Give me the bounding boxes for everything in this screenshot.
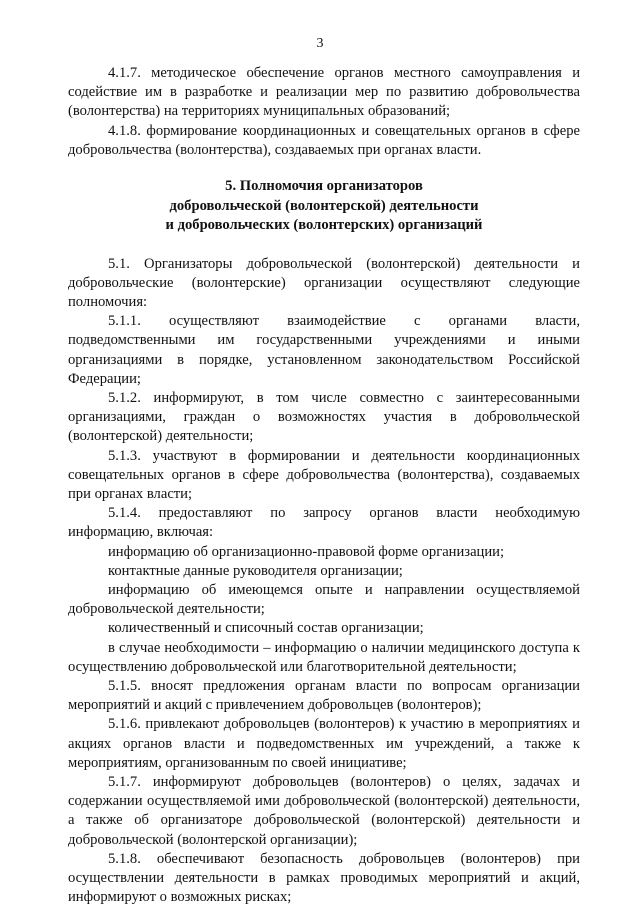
document-body: [68, 64, 580, 907]
paragraph-5-1: 5.1. Организаторы добровольческой (волонтерской) деятельности и добровольческие (волонтерские) организации осуществляют следующие полномочия:: [68, 255, 580, 310]
list-item-experience: информацию об имеющемся опыте и направлении осуществляемой добровольческой деятельности;: [68, 581, 580, 618]
page-number: 3: [316, 36, 324, 51]
paragraph-4-1-8: 4.1.8. формирование координационных и совещательных органов в сфере добровольчества (волонтерства), создаваемых при органах власти.: [68, 122, 580, 158]
paragraph-5-1-2: 5.1.2. информируют, в том числе совместно с заинтересованными организациями, граждан о возможностях участия в добровольческой (волонтерской) деятельности;: [68, 389, 580, 445]
paragraph-5-1-1: 5.1.1. осуществляют взаимодействие с органами власти, подведомственными им государственными учреждениями и иными организациями в порядке, установленном законодательством Российской Федерации;: [68, 313, 580, 387]
paragraph-5-1-5: 5.1.5. вносят предложения органам власти по вопросам организации мероприятий и акций с привлечением добровольцев (волонтеров);: [68, 677, 580, 714]
section-heading-line-3: и добровольческих (волонтерских) организаций: [165, 217, 483, 234]
list-item-contacts: контактные данные руководителя организации;: [108, 562, 403, 579]
paragraph-5-1-6: 5.1.6. привлекают добровольцев (волонтеров) к участию в мероприятиях и акциях органов власти и подведомственных им учреждений, а также к мероприятиям, организованным по своей инициативе;: [68, 716, 580, 771]
list-item-org-form: информацию об организационно-правовой форме организации;: [108, 543, 505, 560]
section-heading-line-1: 5. Полномочия организаторов: [225, 178, 423, 195]
list-item-composition: количественный и списочный состав организации;: [108, 620, 424, 637]
paragraph-5-1-8: 5.1.8. обеспечивают безопасность добровольцев (волонтеров) при осуществлении деятельности в рамках проводимых мероприятий и акций, информируют о возможных рисках;: [68, 850, 580, 906]
paragraph-5-1-4: 5.1.4. предоставляют по запросу органов власти необходимую информацию, включая:: [68, 505, 580, 541]
section-heading-line-2: добровольческой (волонтерской) деятельности: [169, 197, 479, 214]
paragraph-5-1-3: 5.1.3. участвуют в формировании и деятельности координационных совещательных органов в сфере добровольчества (волонтерства), создаваемых при органах власти;: [68, 447, 580, 502]
list-item-medical-access: в случае необходимости – информацию о наличии медицинского доступа к осуществлению добровольческой или благотворительной деятельности;: [68, 639, 580, 675]
section-heading: [68, 177, 580, 236]
paragraph-4-1-7: 4.1.7. методическое обеспечение органов местного самоуправления и содействие им в разработке и реализации мер по развитию добровольчества (волонтерства) на территориях муниципальных образований;: [68, 65, 580, 120]
paragraph-5-1-7: 5.1.7. информируют добровольцев (волонтеров) о целях, задачах и содержании осуществляемой ими добровольческой (волонтерской) деятельности, а также об организаторе добровольческой (волонтерской) деятельности и добровольческой (волонтерской организации);: [68, 774, 580, 848]
